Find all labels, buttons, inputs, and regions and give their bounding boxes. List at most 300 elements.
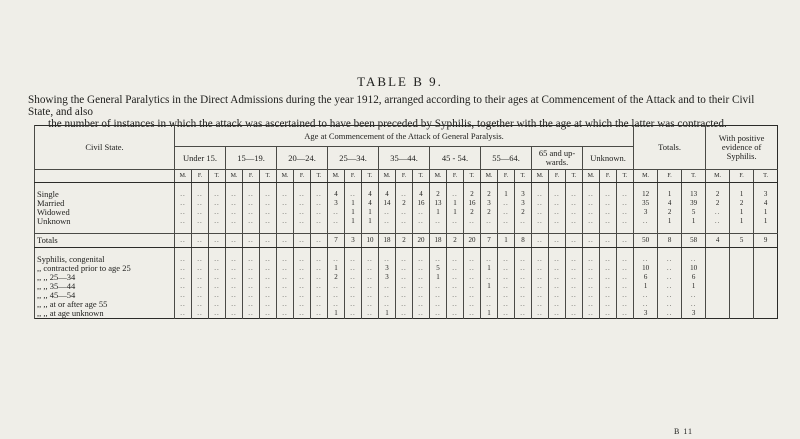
table-cell: ..	[532, 234, 549, 248]
table-cell	[379, 226, 396, 234]
table-cell	[226, 248, 243, 256]
table-cell: ..	[226, 273, 243, 282]
age-group-header: 35—44.	[379, 147, 430, 170]
table-cell: ..	[243, 309, 260, 319]
table-cell: ..	[209, 282, 226, 291]
table-cell: ..	[243, 234, 260, 248]
table-cell	[464, 183, 481, 191]
table-cell	[175, 183, 192, 191]
table-cell: ..	[600, 217, 617, 226]
table-cell: 3	[481, 199, 498, 208]
row-label: ,, ,, at or after age 55	[35, 300, 175, 309]
table-cell: ..	[617, 255, 634, 264]
table-cell: ..	[481, 217, 498, 226]
table-cell	[730, 291, 754, 300]
table-cell: ..	[175, 255, 192, 264]
table-cell	[481, 226, 498, 234]
table-cell: ..	[447, 300, 464, 309]
table-cell	[532, 226, 549, 234]
table-cell	[498, 248, 515, 256]
table-cell	[532, 248, 549, 256]
table-cell: ..	[209, 208, 226, 217]
table-cell: ..	[277, 273, 294, 282]
table-cell: ..	[430, 309, 447, 319]
table-cell: ..	[175, 273, 192, 282]
table-cell: ..	[481, 273, 498, 282]
age-group-title: Age at Commencement of the Attack of General Paralysis.	[175, 126, 634, 147]
table-cell	[549, 183, 566, 191]
table-cell	[566, 226, 583, 234]
table-cell: ..	[226, 234, 243, 248]
table-cell: ..	[464, 255, 481, 264]
table-row	[35, 255, 778, 264]
sex-header: F.	[498, 170, 515, 183]
table-cell	[658, 248, 682, 256]
table-cell: 3	[515, 199, 532, 208]
table-cell: ..	[294, 309, 311, 319]
table-cell	[294, 226, 311, 234]
table-cell: ..	[175, 234, 192, 248]
table-cell: ..	[209, 199, 226, 208]
table-cell: 16	[464, 199, 481, 208]
table-cell: ..	[566, 190, 583, 199]
table-cell: ..	[481, 291, 498, 300]
table-cell	[566, 248, 583, 256]
table-cell: 8	[515, 234, 532, 248]
table-cell	[658, 183, 682, 191]
table-cell: 14	[379, 199, 396, 208]
table-cell: ..	[362, 264, 379, 273]
table-cell: ..	[515, 309, 532, 319]
table-cell	[682, 183, 706, 191]
table-cell: ..	[617, 282, 634, 291]
table-cell: 1	[481, 309, 498, 319]
table-cell: 1	[345, 217, 362, 226]
table-cell: ..	[532, 291, 549, 300]
table-cell: ..	[209, 273, 226, 282]
row-label: ,, ,, at age unknown	[35, 309, 175, 319]
table-cell: ..	[260, 291, 277, 300]
table-cell: ..	[532, 255, 549, 264]
table-cell: ..	[566, 291, 583, 300]
table-cell: ..	[532, 208, 549, 217]
table-cell: ..	[413, 255, 430, 264]
table-cell	[464, 226, 481, 234]
table-cell: ..	[498, 309, 515, 319]
table-cell: ..	[294, 190, 311, 199]
table-cell	[175, 248, 192, 256]
table-cell: ..	[396, 264, 413, 273]
row-label	[35, 248, 175, 256]
table-cell: 2	[658, 208, 682, 217]
table-cell: ..	[277, 300, 294, 309]
row-label: Unknown	[35, 217, 175, 226]
table-cell: ..	[328, 217, 345, 226]
table-cell: 2	[396, 234, 413, 248]
table-cell	[754, 226, 778, 234]
sex-header: M.	[379, 170, 396, 183]
table-cell	[430, 226, 447, 234]
table-cell: ..	[192, 282, 209, 291]
table-cell	[243, 183, 260, 191]
table-cell: ..	[600, 264, 617, 273]
table-cell: ..	[634, 291, 658, 300]
table-cell	[396, 248, 413, 256]
table-cell: ..	[600, 282, 617, 291]
sex-header: T.	[682, 170, 706, 183]
table-cell: ..	[498, 300, 515, 309]
table-cell: ..	[243, 190, 260, 199]
age-group-header: Under 15.	[175, 147, 226, 170]
table-cell: ..	[294, 273, 311, 282]
table-cell: 2	[328, 273, 345, 282]
table-cell: 39	[682, 199, 706, 208]
table-cell: 1	[730, 217, 754, 226]
table-cell: ..	[498, 208, 515, 217]
table-cell	[706, 309, 730, 319]
table-cell: ..	[600, 190, 617, 199]
table-cell	[634, 183, 658, 191]
table-cell	[754, 300, 778, 309]
table-cell: ..	[464, 273, 481, 282]
sex-header: T.	[515, 170, 532, 183]
table-cell: 2	[515, 208, 532, 217]
table-cell: ..	[498, 217, 515, 226]
sex-header: M.	[532, 170, 549, 183]
statistics-table	[34, 125, 778, 319]
table-cell	[682, 226, 706, 234]
table-cell: ..	[617, 291, 634, 300]
table-cell	[260, 183, 277, 191]
table-cell: ..	[413, 273, 430, 282]
table-cell: ..	[379, 217, 396, 226]
table-cell: ..	[447, 255, 464, 264]
table-cell: ..	[311, 199, 328, 208]
age-group-header: 25—34.	[328, 147, 379, 170]
table-cell: 12	[634, 190, 658, 199]
table-cell	[706, 255, 730, 264]
table-cell: ..	[175, 199, 192, 208]
table-cell: ..	[192, 264, 209, 273]
table-row	[35, 226, 778, 234]
table-cell: ..	[464, 309, 481, 319]
table-cell: ..	[243, 291, 260, 300]
table-cell: ..	[192, 300, 209, 309]
table-cell: 3	[682, 309, 706, 319]
table-cell: ..	[345, 291, 362, 300]
sex-header: M.	[430, 170, 447, 183]
table-cell	[362, 226, 379, 234]
table-cell: 4	[379, 190, 396, 199]
table-cell: ..	[600, 199, 617, 208]
table-cell: ..	[464, 300, 481, 309]
table-cell	[243, 248, 260, 256]
table-cell: 3	[634, 208, 658, 217]
table-cell: ..	[362, 300, 379, 309]
table-cell: 8	[658, 234, 682, 248]
table-cell: ..	[430, 282, 447, 291]
table-cell: ..	[583, 190, 600, 199]
table-cell: ..	[549, 309, 566, 319]
table-cell: ..	[311, 255, 328, 264]
table-cell: 1	[754, 217, 778, 226]
table-cell: ..	[532, 199, 549, 208]
table-cell	[706, 248, 730, 256]
table-cell: ..	[464, 264, 481, 273]
table-cell: ..	[311, 291, 328, 300]
table-cell	[396, 183, 413, 191]
table-cell	[549, 226, 566, 234]
table-cell: ..	[682, 300, 706, 309]
table-cell: ..	[209, 264, 226, 273]
table-cell: ..	[175, 208, 192, 217]
table-cell	[447, 248, 464, 256]
table-cell: ..	[634, 255, 658, 264]
table-cell: ..	[566, 282, 583, 291]
table-cell: ..	[311, 273, 328, 282]
table-cell: ..	[549, 273, 566, 282]
table-cell	[209, 183, 226, 191]
table-cell: ..	[226, 217, 243, 226]
table-cell: 4	[362, 190, 379, 199]
table-cell: ..	[175, 190, 192, 199]
table-cell	[175, 226, 192, 234]
table-cell	[682, 248, 706, 256]
table-cell	[730, 183, 754, 191]
table-cell: ..	[294, 264, 311, 273]
table-cell: ..	[294, 234, 311, 248]
table-cell: 18	[379, 234, 396, 248]
table-cell: 1	[328, 264, 345, 273]
table-cell: 4	[413, 190, 430, 199]
table-cell: 4	[754, 199, 778, 208]
table-cell: ..	[192, 273, 209, 282]
table-cell: ..	[243, 208, 260, 217]
table-cell: ..	[226, 199, 243, 208]
table-cell: ..	[430, 291, 447, 300]
table-row	[35, 234, 778, 248]
table-cell: ..	[277, 217, 294, 226]
table-cell: 5	[730, 234, 754, 248]
table-cell: 1	[498, 190, 515, 199]
sex-header: M.	[226, 170, 243, 183]
table-cell: 3	[634, 309, 658, 319]
table-cell	[345, 226, 362, 234]
table-cell	[447, 183, 464, 191]
sex-header: T.	[464, 170, 481, 183]
table-cell: ..	[549, 208, 566, 217]
table-cell	[617, 248, 634, 256]
table-cell: ..	[260, 199, 277, 208]
table-cell: ..	[243, 199, 260, 208]
table-cell: ..	[226, 282, 243, 291]
table-cell: ..	[658, 309, 682, 319]
table-cell: ..	[464, 291, 481, 300]
table-cell	[754, 282, 778, 291]
table-cell	[464, 248, 481, 256]
table-cell: 3	[754, 190, 778, 199]
table-cell	[209, 248, 226, 256]
table-cell: ..	[345, 264, 362, 273]
table-cell: ..	[532, 309, 549, 319]
table-cell	[192, 183, 209, 191]
table-cell	[277, 183, 294, 191]
table-cell: ..	[583, 208, 600, 217]
table-cell	[583, 248, 600, 256]
table-cell: ..	[532, 273, 549, 282]
table-cell: 7	[328, 234, 345, 248]
row-label: Totals	[35, 234, 175, 248]
table-cell: 2	[481, 190, 498, 199]
table-cell: ..	[175, 300, 192, 309]
table-cell	[515, 248, 532, 256]
table-cell	[617, 226, 634, 234]
row-label: Widowed	[35, 208, 175, 217]
sex-header: F.	[294, 170, 311, 183]
table-cell: ..	[243, 282, 260, 291]
table-cell: 7	[481, 234, 498, 248]
table-cell: ..	[175, 217, 192, 226]
table-cell: 1	[362, 208, 379, 217]
table-row	[35, 199, 778, 208]
table-cell: ..	[396, 190, 413, 199]
table-cell	[754, 255, 778, 264]
table-cell	[706, 226, 730, 234]
table-cell: ..	[243, 255, 260, 264]
table-cell: 4	[706, 234, 730, 248]
table-cell: ..	[617, 309, 634, 319]
table-cell: ..	[345, 273, 362, 282]
table-cell	[706, 183, 730, 191]
table-cell: ..	[192, 190, 209, 199]
table-cell: 18	[430, 234, 447, 248]
table-cell: ..	[532, 217, 549, 226]
table-cell: ..	[413, 309, 430, 319]
table-cell	[754, 264, 778, 273]
table-cell: ..	[294, 282, 311, 291]
table-cell: 6	[634, 273, 658, 282]
table-cell	[413, 183, 430, 191]
sex-header: F.	[192, 170, 209, 183]
table-cell: ..	[175, 291, 192, 300]
table-cell: ..	[617, 199, 634, 208]
table-cell: ..	[294, 208, 311, 217]
table-cell: ..	[413, 208, 430, 217]
table-cell: 1	[682, 282, 706, 291]
table-cell: ..	[706, 208, 730, 217]
table-cell: ..	[192, 309, 209, 319]
table-cell: ..	[277, 264, 294, 273]
table-cell	[730, 273, 754, 282]
table-cell	[379, 183, 396, 191]
table-cell: ..	[583, 217, 600, 226]
table-cell: ..	[583, 273, 600, 282]
table-cell: ..	[447, 264, 464, 273]
table-cell	[481, 248, 498, 256]
table-cell: ..	[566, 273, 583, 282]
table-cell: ..	[311, 309, 328, 319]
table-cell: ..	[362, 309, 379, 319]
table-cell: ..	[209, 217, 226, 226]
table-cell: ..	[549, 255, 566, 264]
table-cell: ..	[413, 217, 430, 226]
table-cell: 2	[706, 199, 730, 208]
age-group-header: 20—24.	[277, 147, 328, 170]
table-cell: ..	[566, 255, 583, 264]
table-cell: ..	[549, 199, 566, 208]
table-cell: ..	[600, 300, 617, 309]
table-cell	[362, 183, 379, 191]
table-cell: ..	[345, 300, 362, 309]
table-cell: 16	[413, 199, 430, 208]
table-cell: 2	[481, 208, 498, 217]
table-cell: ..	[362, 255, 379, 264]
table-cell: ..	[413, 264, 430, 273]
table-cell: ..	[379, 255, 396, 264]
table-cell: ..	[515, 255, 532, 264]
table-cell: 1	[481, 264, 498, 273]
table-cell: ..	[243, 217, 260, 226]
table-cell	[328, 226, 345, 234]
table-cell: ..	[192, 217, 209, 226]
row-label: ,, ,, 25—34	[35, 273, 175, 282]
table-cell: ..	[658, 282, 682, 291]
table-cell	[617, 183, 634, 191]
table-cell: ..	[311, 217, 328, 226]
table-cell: ..	[447, 273, 464, 282]
sex-header-blank	[35, 170, 175, 183]
table-cell: ..	[617, 300, 634, 309]
table-row	[35, 300, 778, 309]
table-cell: ..	[549, 282, 566, 291]
table-cell	[328, 248, 345, 256]
table-cell: ..	[583, 309, 600, 319]
table-cell: 1	[658, 190, 682, 199]
table-cell: ..	[175, 264, 192, 273]
table-cell: ..	[260, 309, 277, 319]
table-cell: ..	[328, 282, 345, 291]
table-cell: ..	[277, 309, 294, 319]
table-cell: ..	[583, 255, 600, 264]
table-cell: ..	[345, 309, 362, 319]
table-cell: ..	[583, 300, 600, 309]
table-cell: ..	[515, 264, 532, 273]
table-cell: ..	[498, 273, 515, 282]
table-cell: ..	[243, 300, 260, 309]
row-label: Syphilis, congenital	[35, 255, 175, 264]
table-cell: ..	[260, 234, 277, 248]
table-cell: 1	[379, 309, 396, 319]
table-cell: ..	[532, 264, 549, 273]
table-cell	[379, 248, 396, 256]
sex-header: F.	[549, 170, 566, 183]
table-cell: ..	[430, 255, 447, 264]
table-cell	[413, 226, 430, 234]
table-cell	[532, 183, 549, 191]
table-cell: ..	[209, 190, 226, 199]
table-cell	[706, 282, 730, 291]
table-cell: ..	[549, 190, 566, 199]
table-cell: ..	[634, 217, 658, 226]
table-cell: ..	[175, 309, 192, 319]
table-cell: ..	[209, 309, 226, 319]
table-cell: ..	[328, 208, 345, 217]
age-group-header: 65 and up-wards.	[532, 147, 583, 170]
table-cell: ..	[260, 273, 277, 282]
caption-line-1: Showing the General Paralytics in the Direct Admissions during the year 1912, arranged according to their ages at Commencement of the Attack and to their Civil State, and also	[28, 94, 755, 118]
table-cell: ..	[226, 309, 243, 319]
table-cell: ..	[328, 255, 345, 264]
